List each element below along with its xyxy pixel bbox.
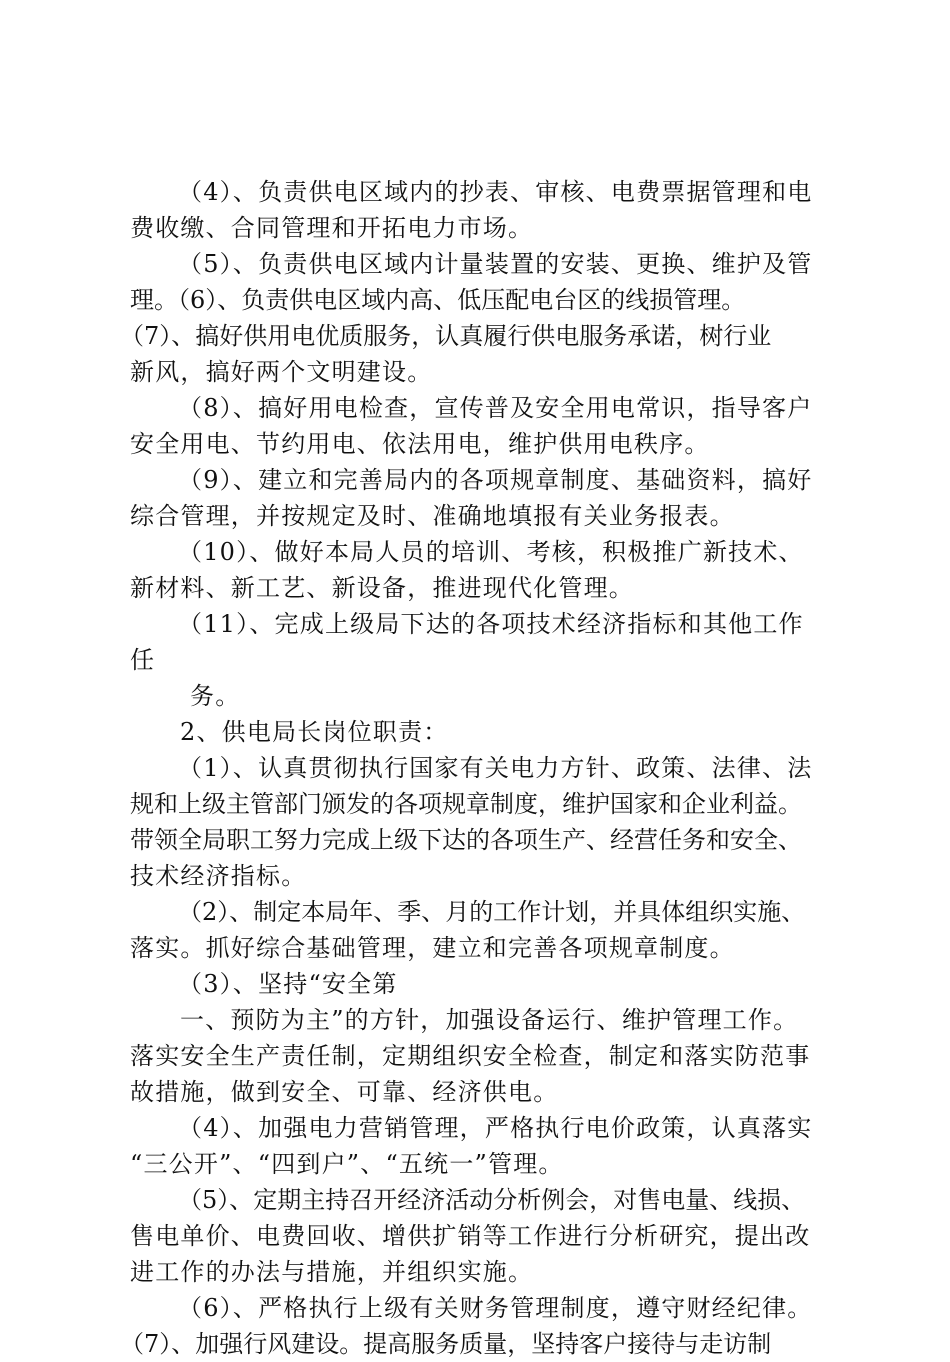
text-line: （4）、加强电力营销管理，严格执行电价政策，认真落实 [178,1114,813,1142]
text-line: （6）、严格执行上级有关财务管理制度，遵守财经纪律。 [178,1294,813,1322]
text-line: 故措施，做到安全、可靠、经济供电。 [130,1078,559,1106]
text-line: 技术经济指标。 [130,862,307,890]
text-line: （10）、做好本局人员的培训、考核，积极推广新技术、 [178,538,804,566]
document-body [120,174,850,1362]
text-line: （4）、负责供电区域内的抄表、审核、电费票据管理和电 [178,178,813,206]
text-line: （7）、搞好供用电优质服务，认真履行供电服务承诺，树行业 [120,322,772,350]
text-line: “三公开”、“四到户”、“五统一”管理。 [130,1150,564,1178]
text-line: （5）、负责供电区域内计量装置的安装、更换、维护及管 [178,250,813,278]
text-line: 理。（6）、负责供电区域内高、低压配电台区的线损管理。 [130,286,746,314]
text-line: （1）、认真贯彻执行国家有关电力方针、政策、法律、法 [178,754,813,782]
text-line: 落实。抓好综合基础管理，建立和完善各项规章制度。 [130,934,735,962]
text-line: 售电单价、电费回收、增供扩销等工作进行分析研究，提出改 [130,1222,811,1250]
text-line: 进工作的办法与措施，并组织实施。 [130,1258,534,1286]
text-line: 一、预防为主”的方针，加强设备运行、维护管理工作。 [180,1006,799,1034]
text-line: （11）、完成上级局下达的各项技术经济指标和其他工作 [178,610,804,638]
text-line: 任 [130,646,156,674]
text-line: （9）、建立和完善局内的各项规章制度、基础资料，搞好 [178,466,813,494]
text-line: （7）、加强行风建设。提高服务质量，坚持客户接待与走访制 [120,1330,772,1358]
text-line: 综合管理，并按规定及时、准确地填报有关业务报表。 [130,502,735,530]
text-line: （3）、坚持“安全第 [178,970,398,998]
text-line: （2）、制定本局年、季、月的工作计划，并具体组织实施、 [178,898,806,926]
text-line: 务。 [190,682,241,710]
text-line: 规和上级主管部门颁发的各项规章制度，维护国家和企业利益。 [130,790,802,818]
text-line: 费收缴、合同管理和开拓电力市场。 [130,214,534,242]
text-line: 新风，搞好两个文明建设。 [130,358,433,386]
text-line: （5）、定期主持召开经济活动分析例会，对售电量、线损、 [178,1186,806,1214]
text-line: 带领全局职工努力完成上级下达的各项生产、经营任务和安全、 [130,826,802,854]
text-line: 安全用电、节约用电、依法用电，维护供用电秩序。 [130,430,710,458]
text-line: 新材料、新工艺、新设备，推进现代化管理。 [130,574,634,602]
section-heading: 2、供电局长岗位职责： [180,718,449,746]
text-line: （8）、搞好用电检查，宣传普及安全用电常识，指导客户 [178,394,813,422]
text-line: 落实安全生产责任制，定期组织安全检查，制定和落实防范事 [130,1042,811,1070]
